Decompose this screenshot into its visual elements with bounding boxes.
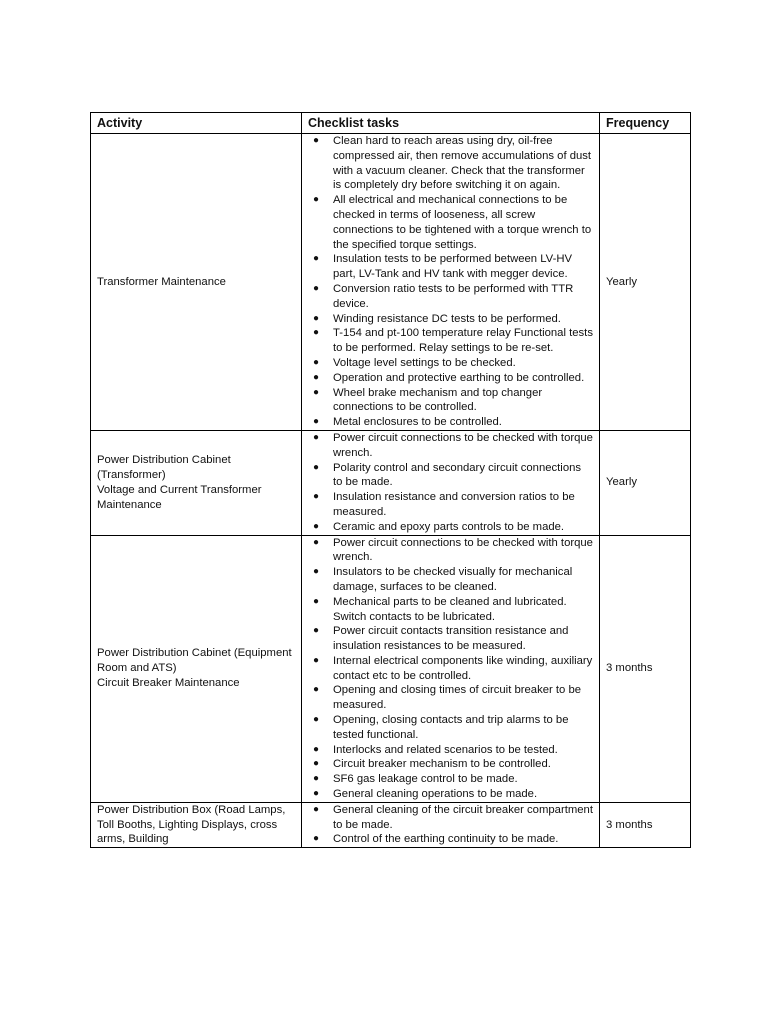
task-item: ● Interlocks and related scenarios to be tested. [313,743,558,756]
bullet-icon: ● [313,356,320,368]
task-item: ● General cleaning operations to be made. [313,788,538,801]
bullet-icon: ● [313,833,320,845]
task-list [308,431,593,535]
bullet-icon: ● [313,312,320,324]
bullet-icon: ● [313,416,320,428]
activity-line: Voltage and Current Transformer Maintenance [97,483,262,511]
task-item: ● Conversion ratio tests to be performed with TTR device. [313,282,574,310]
bullet-icon: ● [313,684,320,696]
bullet-icon: ● [313,654,320,666]
activity-line: Circuit Breaker Maintenance [97,677,240,690]
task-item: ● Polarity control and secondary circuit connections to be made. [313,461,582,489]
activity-cell [91,134,302,431]
bullet-icon: ● [313,625,320,637]
bullet-icon: ● [313,386,320,398]
task-item: ● Internal electrical components like winding, auxiliary contact etc to be controlled. [313,654,593,682]
table-header-row [91,113,691,134]
task-item: ● Voltage level settings to be checked. [313,356,516,369]
bullet-icon: ● [313,788,320,800]
bullet-icon: ● [313,520,320,532]
bullet-icon: ● [313,773,320,785]
bullet-icon: ● [313,536,320,548]
tasks-cell [302,134,600,431]
activity-cell [91,430,302,535]
frequency-cell: 3 months [600,802,691,847]
bullet-icon: ● [313,371,320,383]
task-item: ● Clean hard to reach areas using dry, oil-free compressed air, then remove accumulations of dust with a vacuum cleaner. Check that the transformer is completely dry before switching it on again. [313,135,592,192]
bullet-icon: ● [313,566,320,578]
task-item: ● Insulation resistance and conversion ratios to be measured. [313,491,575,518]
bullet-icon: ● [313,491,320,503]
maintenance-checklist-table [90,112,691,848]
tasks-cell [302,535,600,802]
task-item: ● Winding resistance DC tests to be performed. [313,312,561,325]
bullet-icon: ● [313,194,320,206]
bullet-icon: ● [313,714,320,726]
activity-cell [91,535,302,802]
activity-line: Transformer Maintenance [97,275,226,288]
task-item: ● Wheel brake mechanism and top changer connections to be controlled. [313,386,543,414]
task-item: ● Insulation tests to be performed between LV-HV part, LV-Tank and HV tank with megger device. [313,253,573,281]
bullet-icon: ● [313,431,320,443]
bullet-icon: ● [313,803,320,815]
task-list [308,536,593,802]
task-item: ● Insulators to be checked visually for mechanical damage, surfaces to be cleaned. [313,566,573,593]
frequency-cell: 3 months [600,535,691,802]
task-item: ● Circuit breaker mechanism to be controlled. [313,758,551,771]
tasks-cell [302,430,600,535]
activity-line: Power Distribution Cabinet (Transformer) [97,454,231,481]
bullet-icon: ● [313,758,320,770]
task-item: ● Operation and protective earthing to be controlled. [313,371,585,384]
task-item: ● T-154 and pt-100 temperature relay Functional tests to be performed. Relay settings to be re-set. [313,327,593,355]
task-item: ● Opening and closing times of circuit breaker to be measured. [313,684,582,712]
task-item: ● Power circuit connections to be checked with torque wrench. [313,536,593,564]
activity-line: Power Distribution Box (Road Lamps, Toll Booths, Lighting Displays, cross arms, Building [97,803,286,846]
task-list [308,134,593,430]
header-frequency: Frequency [600,113,691,134]
activity-line: Power Distribution Cabinet (Equipment Room and ATS) [97,647,292,675]
frequency-cell: Yearly [600,430,691,535]
table-row [91,134,691,431]
task-item: ● Metal enclosures to be controlled. [313,416,502,429]
bullet-icon: ● [313,595,320,607]
bullet-icon: ● [313,327,320,339]
task-item: ● SF6 gas leakage control to be made. [313,773,518,786]
task-item: ● Power circuit contacts transition resistance and insulation resistances to be measured. [313,625,569,653]
bullet-icon: ● [313,135,320,146]
bullet-icon: ● [313,253,320,265]
tasks-cell [302,802,600,847]
task-list [308,803,593,847]
header-activity: Activity [91,113,302,134]
bullet-icon: ● [313,282,320,294]
task-item: ● Control of the earthing continuity to be made. [313,833,559,846]
bullet-icon: ● [313,743,320,755]
table-row [91,802,691,847]
task-item: ● General cleaning of the circuit breaker compartment to be made. [313,803,593,831]
activity-clip [97,803,295,847]
frequency-cell: Yearly [600,134,691,431]
bullet-icon: ● [313,461,320,473]
task-item: ● Ceramic and epoxy parts controls to be made. [313,520,565,533]
activity-cell [91,802,302,847]
task-item: ● Mechanical parts to be cleaned and lubricated. Switch contacts to be lubricated. [313,595,567,623]
header-checklist-tasks: Checklist tasks [302,113,600,134]
table-row [91,430,691,535]
task-item: ● Opening, closing contacts and trip alarms to be tested functional. [313,714,569,741]
task-item: ● Power circuit connections to be checked with torque wrench. [313,431,593,459]
task-item: ● All electrical and mechanical connections to be checked in terms of looseness, all screw connections to be tightened with a torque wrench to the specified torque settings. [313,194,592,251]
table-row [91,535,691,802]
